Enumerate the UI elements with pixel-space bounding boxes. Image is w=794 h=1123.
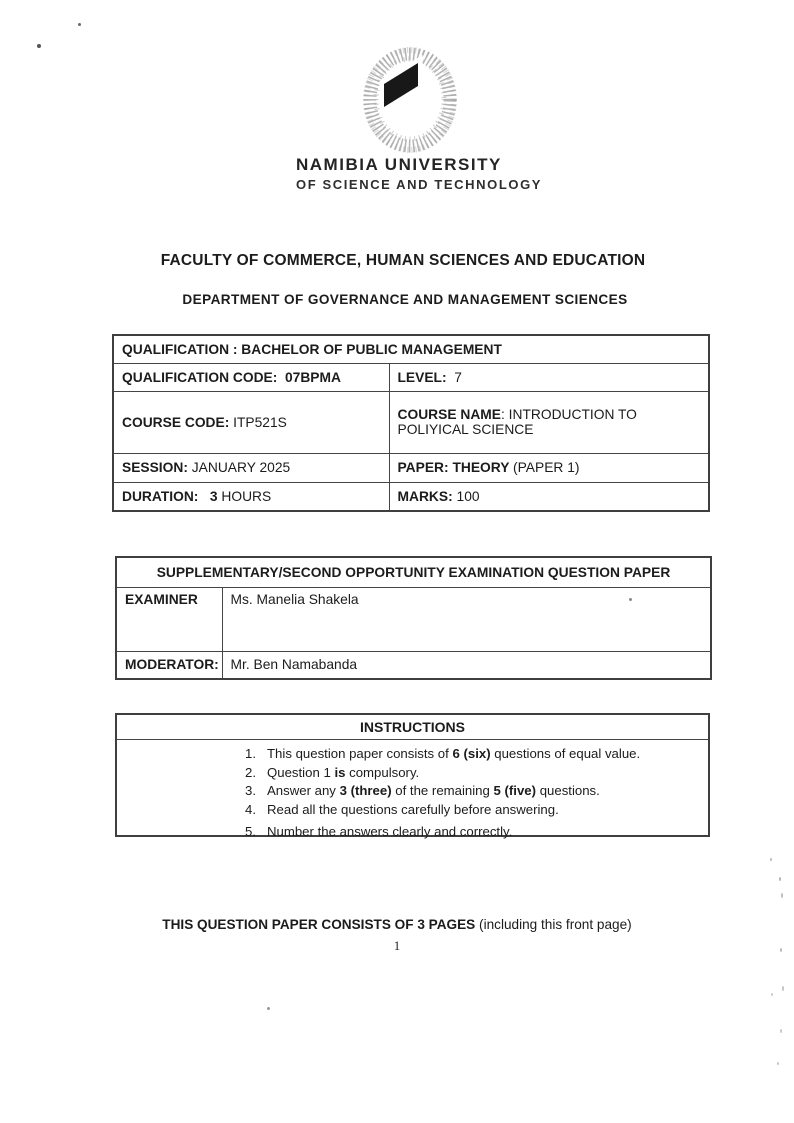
examiner-name: Ms. Manelia Shakela [222, 588, 711, 652]
page-number: 1 [393, 939, 401, 953]
course-details-table [112, 334, 710, 512]
instruction-number: 4. [245, 801, 256, 817]
instruction-item [117, 801, 704, 820]
scan-speck [781, 893, 783, 898]
course-code-cell: COURSE CODE: ITP521S [113, 391, 389, 453]
page-count-note-bold: THIS QUESTION PAPER CONSISTS OF 3 PAGES [162, 917, 476, 932]
marks-cell: MARKS: 100 [389, 482, 709, 511]
faculty-heading: FACULTY OF COMMERCE, HUMAN SCIENCES AND EDUCATION [160, 252, 646, 269]
scan-speck [78, 23, 81, 26]
instructions-table [115, 713, 710, 840]
university-subtitle: OF SCIENCE AND TECHNOLOGY [296, 176, 543, 192]
moderator-label: MODERATOR: [116, 652, 222, 679]
duration-cell: DURATION: 3 HOURS [113, 482, 389, 511]
instruction-item [117, 782, 704, 801]
session-cell: SESSION: JANUARY 2025 [113, 453, 389, 482]
instruction-item [117, 764, 704, 783]
instruction-text: Number the answers clearly and correctly. [267, 824, 513, 840]
scan-speck [780, 1029, 782, 1033]
page-count-note-regular: (including this front page) [475, 917, 632, 932]
instruction-item [117, 745, 704, 764]
scan-speck [267, 1007, 270, 1010]
examiner-label: EXAMINER [116, 588, 222, 652]
instruction-number: 2. [245, 764, 256, 780]
scan-speck [779, 877, 781, 881]
scan-speck [770, 858, 772, 861]
qualification-cell: QUALIFICATION : BACHELOR OF PUBLIC MANAGEMENT [113, 335, 709, 363]
instructions-title: INSTRUCTIONS [117, 715, 708, 740]
university-name: NAMIBIA UNIVERSITY [296, 155, 502, 174]
instruction-item [117, 823, 704, 842]
nust-emblem-icon [352, 40, 468, 156]
scan-speck [777, 1062, 779, 1065]
scan-speck [771, 993, 773, 996]
instruction-number: 5. [245, 824, 256, 840]
instruction-number: 3. [245, 783, 256, 799]
instruction-text: Question 1 is compulsory. [267, 764, 420, 780]
moderator-name: Mr. Ben Namabanda [222, 652, 711, 679]
page-count-note [0, 917, 794, 932]
instructions-list [117, 740, 708, 846]
instruction-text: Read all the questions carefully before answering. [267, 801, 559, 817]
university-wordmark [296, 156, 542, 191]
course-name-cell: COURSE NAME: INTRODUCTION TO POLIYICAL SCIENCE [389, 391, 709, 453]
instruction-text: Answer any 3 (three) of the remaining 5 (five) questions. [267, 783, 600, 799]
instruction-number: 1. [245, 746, 256, 761]
qualification-code-cell: QUALIFICATION CODE: 07BPMA [113, 363, 389, 391]
paper-cell: PAPER: THEORY (PAPER 1) [389, 453, 709, 482]
scan-speck [37, 44, 41, 48]
exam-paper-title: SUPPLEMENTARY/SECOND OPPORTUNITY EXAMINATION QUESTION PAPER [116, 557, 711, 588]
level-cell: LEVEL: 7 [389, 363, 709, 391]
exam-info-table [115, 556, 712, 680]
department-heading: DEPARTMENT OF GOVERNANCE AND MANAGEMENT SCIENCES [182, 292, 628, 307]
instruction-text: This question paper consists of 6 (six) questions of equal value. [267, 746, 641, 761]
scan-speck [782, 986, 784, 991]
